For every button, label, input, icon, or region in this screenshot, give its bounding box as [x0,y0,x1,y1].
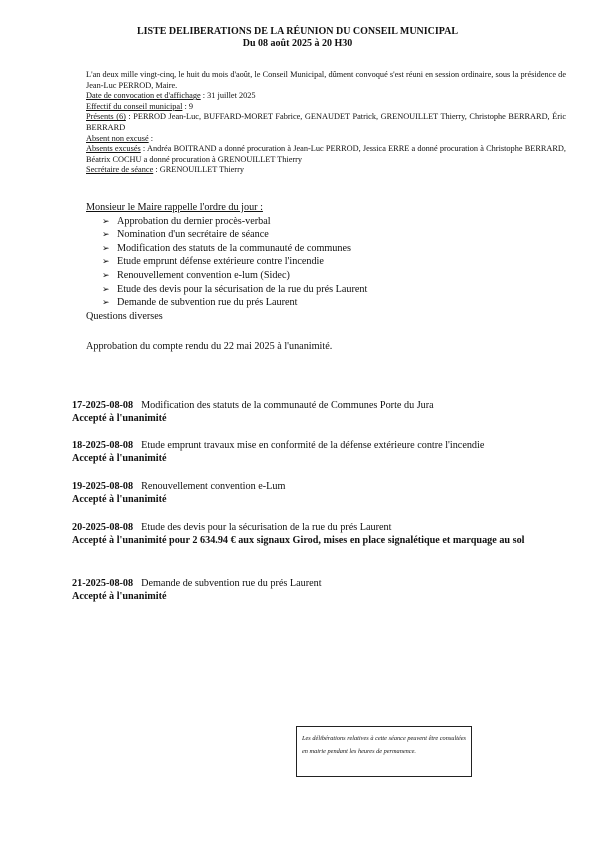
deliberation-result: Accepté à l'unanimité [72,494,167,506]
deliberation-entry [72,439,577,465]
arrow-bullet-icon: ➢ [102,215,110,226]
effectif-label: Effectif du conseil municipal [86,101,183,111]
deliberation-entry [72,399,577,425]
arrow-bullet-icon: ➢ [102,242,110,253]
approval-statement: Approbation du compte rendu du 22 mai 2025 à l'unanimité. [86,341,333,352]
deliberation-subject: Demande de subvention rue du prés Laurent [141,578,322,589]
agenda-title: Monsieur le Maire rappelle l'ordre du jour : [86,202,263,213]
arrow-bullet-icon: ➢ [102,297,110,308]
agenda-list [86,215,566,310]
effectif-value: : 9 [182,101,193,111]
effectif-line [86,102,566,113]
agenda-item-label: Etude des devis pour la sécurisation de la rue du prés Laurent [117,283,368,295]
agenda-section [86,201,566,323]
document-title: LISTE DELIBERATIONS DE LA RÉUNION DU CONSEIL MUNICIPAL [136,26,459,37]
arrow-bullet-icon: ➢ [102,229,110,240]
convocation-label: Date de convocation et d'affichage [86,91,201,101]
list-item [102,228,566,242]
deliberation-result: Accepté à l'unanimité [72,453,167,465]
absent-value: : [148,133,154,143]
list-item [102,296,566,310]
presents-label: Présents (6) [86,112,126,122]
agenda-item-label: Nomination d'un secrétaire de séance [117,229,269,241]
deliberation-result: Accepté à l'unanimité [72,591,167,603]
agenda-item-label: Demande de subvention rue du prés Laurent [117,297,298,309]
list-item [102,269,566,283]
deliberation-ref: 20-2025-08-08 [72,522,134,533]
deliberation-subject: Renouvellement convention e-Lum [141,481,286,492]
arrow-bullet-icon: ➢ [102,256,110,267]
deliberation-entry [72,480,577,506]
deliberation-subject: Etude emprunt travaux mise en conformité de la défense extérieure contre l'incendie [141,440,485,451]
deliberation-ref: 17-2025-08-08 [72,400,134,411]
deliberation-result: Accepté à l'unanimité [72,413,167,425]
list-item [102,242,566,256]
deliberation-entry [72,521,577,547]
convocation-line [86,91,566,102]
list-item [102,283,566,297]
agenda-item-label: Renouvellement convention e-lum (Sidec) [117,269,290,281]
excuses-value: : Andréa BOITRAND a donné procuration à Jean-Luc PERROD, Jessica ERRE a donné procuration à Christophe BERRARD, Béatrix COCHU a donné procuration à GRENOUILLET Thierry [86,144,566,164]
deliberation-ref: 19-2025-08-08 [72,481,134,492]
deliberation-ref: 18-2025-08-08 [72,440,134,451]
secretaire-value: : GRENOUILLET Thierry [153,165,244,175]
deliberation-subject: Modification des statuts de la communauté de Communes Porte du Jura [141,400,434,411]
agenda-item-label: Modification des statuts de la communauté de communes [117,242,351,254]
excuses-label: Absents excusés [86,144,141,154]
agenda-item-label: Etude emprunt défense extérieure contre l'incendie [117,256,324,268]
absent-line [86,134,566,145]
presents-line [86,112,566,133]
presents-value: : PERROD Jean-Luc, BUFFARD-MORET Fabrice, GENAUDET Patrick, GRENOUILLET Thierry, Christophe BERRARD, Éric BERRARD [86,112,566,132]
deliberation-entry [72,577,577,603]
deliberation-subject: Etude des devis pour la sécurisation de la rue du prés Laurent [141,522,392,533]
arrow-bullet-icon: ➢ [102,269,110,280]
intro-paragraph: L'an deux mille vingt-cinq, le huit du mois d'août, le Conseil Municipal, dûment convoqué s'est réuni en session ordinaire, sous la présidence de Jean-Luc PERROD, Maire. [86,70,566,90]
document-subtitle: Du 08 août 2025 à 20 H30 [242,38,353,49]
list-item [102,215,566,229]
secretaire-label: Secrétaire de séance [86,165,154,175]
list-item [102,255,566,269]
arrow-bullet-icon: ➢ [102,283,110,294]
excuses-line [86,144,566,165]
deliberation-result: Accepté à l'unanimité pour 2 634.94 € aux signaux Girod, mises en place signalétique et marquage au sol [72,535,525,547]
questions-diverses: Questions diverses [86,310,163,322]
session-info [86,70,566,176]
convocation-value: : 31 juillet 2025 [200,91,256,101]
agenda-item-label: Approbation du dernier procès-verbal [117,215,271,227]
absent-label: Absent non excusé [86,133,149,143]
consultation-notice: Les délibérations relatives à cette séance peuvent être consultées en mairie pendant les heures de permanence. [296,726,472,777]
deliberation-ref: 21-2025-08-08 [72,578,134,589]
secretaire-line [86,165,566,176]
